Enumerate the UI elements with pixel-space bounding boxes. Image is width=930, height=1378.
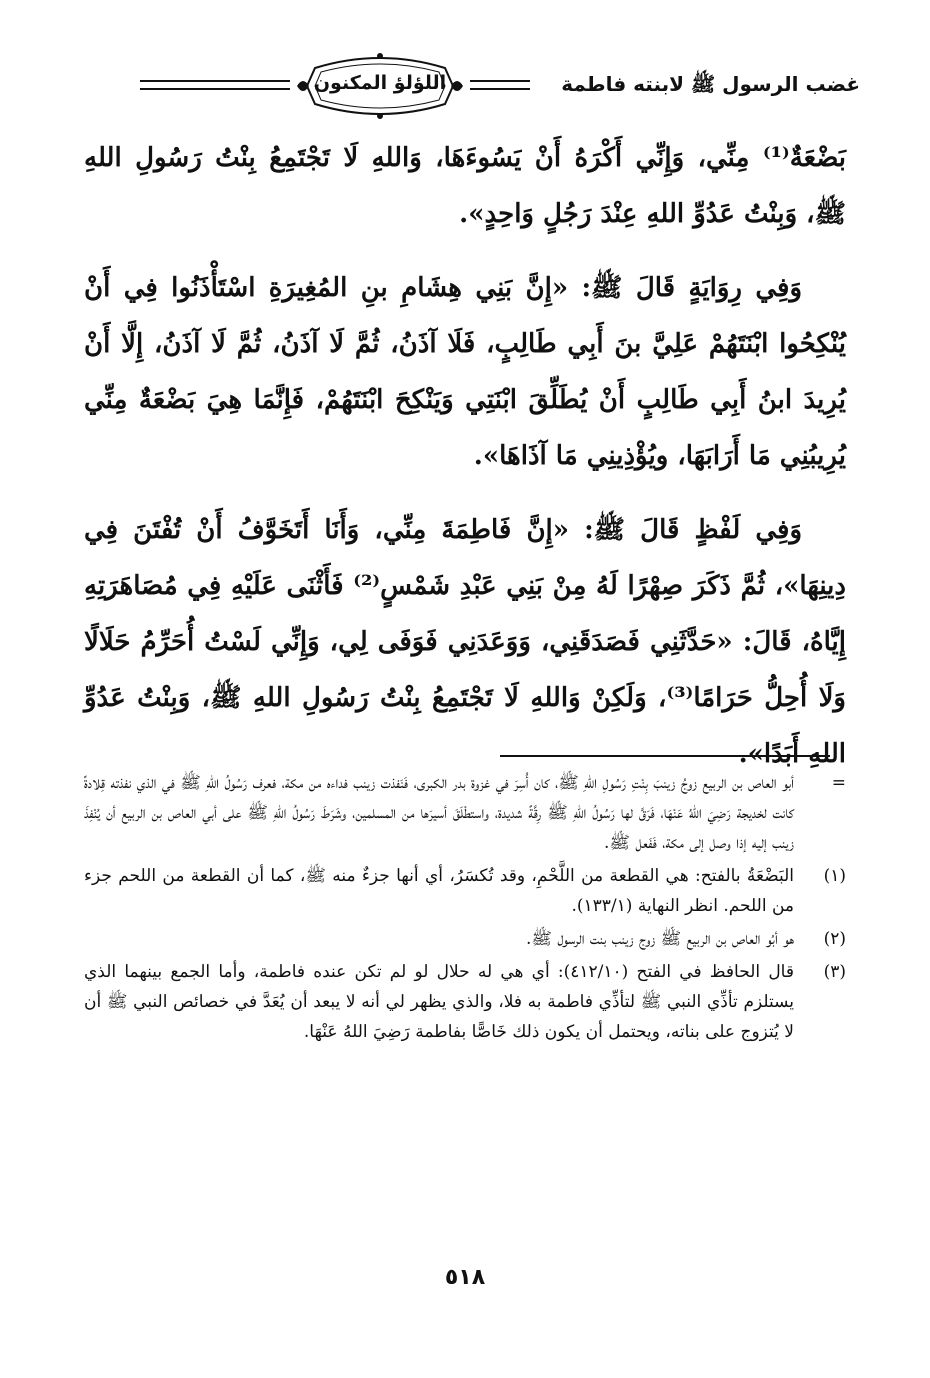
main-text xyxy=(84,130,846,800)
footnote-3 xyxy=(84,957,846,1047)
footnote-text: البَضْعَةُ بالفتح: هي القطعة من اللَّحْمِ، وقد تُكسَرُ، أي أنها جزءٌ منه ﷺ، كما أن القطعة من اللحم جزء من اللحم. انظر النهاية (١٣٣/١). xyxy=(84,866,794,916)
footnotes xyxy=(84,768,846,1050)
paragraph-3: وَفِي لَفْظٍ قَالَ ﷺ: «إِنَّ فَاطِمَةَ مِنِّي، وَأَنَا أَتَخَوَّفُ أَنْ تُفْتَنَ فِي دِينِهَا»، ثُمَّ ذَكَرَ صِهْرًا لَهُ مِنْ بَنِي عَبْدِ شَمْسٍ⁽²⁾ فَأَثْنَى عَلَيْهِ فِي مُصَاهَرَتِهِ إِيَّاهُ، قَالَ: «حَدَّثَنِي فَصَدَقَنِي، وَوَعَدَنِي فَوَفَى لِي، وَإِنِّي لَسْتُ أُحَرِّمُ حَلَالًا وَلَا أُحِلُّ حَرَامًا⁽³⁾، وَلَكِنْ وَاللهِ لَا تَجْتَمِعُ بِنْتُ رَسُولِ اللهِ ﷺ، وَبِنْتُ عَدُوِّ اللهِ أَبَدًا». xyxy=(84,515,846,769)
footnote-marker: (٢) xyxy=(823,929,846,949)
header-rule-right xyxy=(470,80,530,90)
footnote-1 xyxy=(84,861,846,921)
footnote-marker: (١) xyxy=(823,866,846,886)
footnote-text: هو أبُو العاص بن الربيع ﷺ زوج زينب بنت الرسول ﷺ. xyxy=(526,929,794,949)
book-title-cartouche xyxy=(295,50,465,122)
chapter-title: غضب الرسول ﷺ لابنته فاطمة xyxy=(561,72,860,96)
running-header xyxy=(80,50,860,130)
footnote-2 xyxy=(84,924,846,954)
footnote-continued xyxy=(84,768,846,858)
footnote-text: أبو العاص بن الربيع زوجُ زينبَ بِنْتِ رَسُولِ اللهِ ﷺ، كان أُسِرَ في غزوة بدر الكبرى، فَنَفذت زينب فداءه من مكة، فعرف رَسُولُ اللهِ ﷺ في الذي نفذته قِلادةً كانت لخديجة رَضِيَ اللهُ عَنْهَا، فَرَقَّ لها رَسُولُ اللهِ ﷺ رِقَّةً شديدة، واستطْلَقَ أسيرَها من المسلمين، وشَرَطَ رَسُولُ اللهِ ﷺ على أبي العاص بن الربيع أن يُنْفِذَ زينب إليه إذا وصل إلى مكة، فَفَعل ﷺ. xyxy=(84,773,794,853)
page-number: ٥١٨ xyxy=(444,1265,486,1290)
book-title: اللؤلؤ المكنون xyxy=(313,72,447,94)
footnote-marker: (٣) xyxy=(823,962,846,982)
paragraph-2: وَفِي رِوَايَةٍ قَالَ ﷺ: «إِنَّ بَنِي هِشَامِ بنِ المُغِيرَةِ اسْتَأْذَنُوا فِي أَنْ يُنْكِحُوا ابْنَتَهُمْ عَلِيَّ بنَ أَبِي طَالِبٍ، فَلَا آذَنُ، ثُمَّ لَا آذَنُ، ثُمَّ لَا آذَنُ، إِلَّا أَنْ يُرِيدَ ابنُ أَبِي طَالِبٍ أَنْ يُطَلِّقَ ابْنَتِي وَيَنْكِحَ ابْنَتَهُمْ، فَإِنَّمَا هِيَ بَضْعَةٌ مِنِّي يُرِيبُنِي مَا أَرَابَهَا، ويُؤْذِينِي مَا آذَاهَا». xyxy=(84,273,846,471)
footnote-text: قال الحافظ في الفتح (٤١٢/١٠): أي هي له حلال لو لم تكن عنده فاطمة، وأما الجمع بينهما الذي يستلزم تأذِّي النبي ﷺ لتأذِّي فاطمة به فلا، والذي يظهر لي أنه لا يبعد أن يُعَدَّ في خصائص النبي ﷺ أن لا يُتزوج على بناته، ويحتمل أن يكون ذلك خَاصًّا بفاطمة رَضِيَ اللهُ عَنْهَا. xyxy=(84,962,794,1042)
footnote-separator xyxy=(500,755,830,757)
footnote-marker: = xyxy=(831,773,846,793)
header-rule-left xyxy=(140,80,290,90)
paragraph-1: بَضْعَةٌ⁽¹⁾ مِنِّي، وَإِنِّي أَكْرَهُ أَنْ يَسُوءَهَا، وَاللهِ لَا تَجْتَمِعُ بِنْتُ رَسُولِ اللهِ ﷺ، وَبِنْتُ عَدُوِّ اللهِ عِنْدَ رَجُلٍ وَاحِدٍ». xyxy=(84,143,846,229)
